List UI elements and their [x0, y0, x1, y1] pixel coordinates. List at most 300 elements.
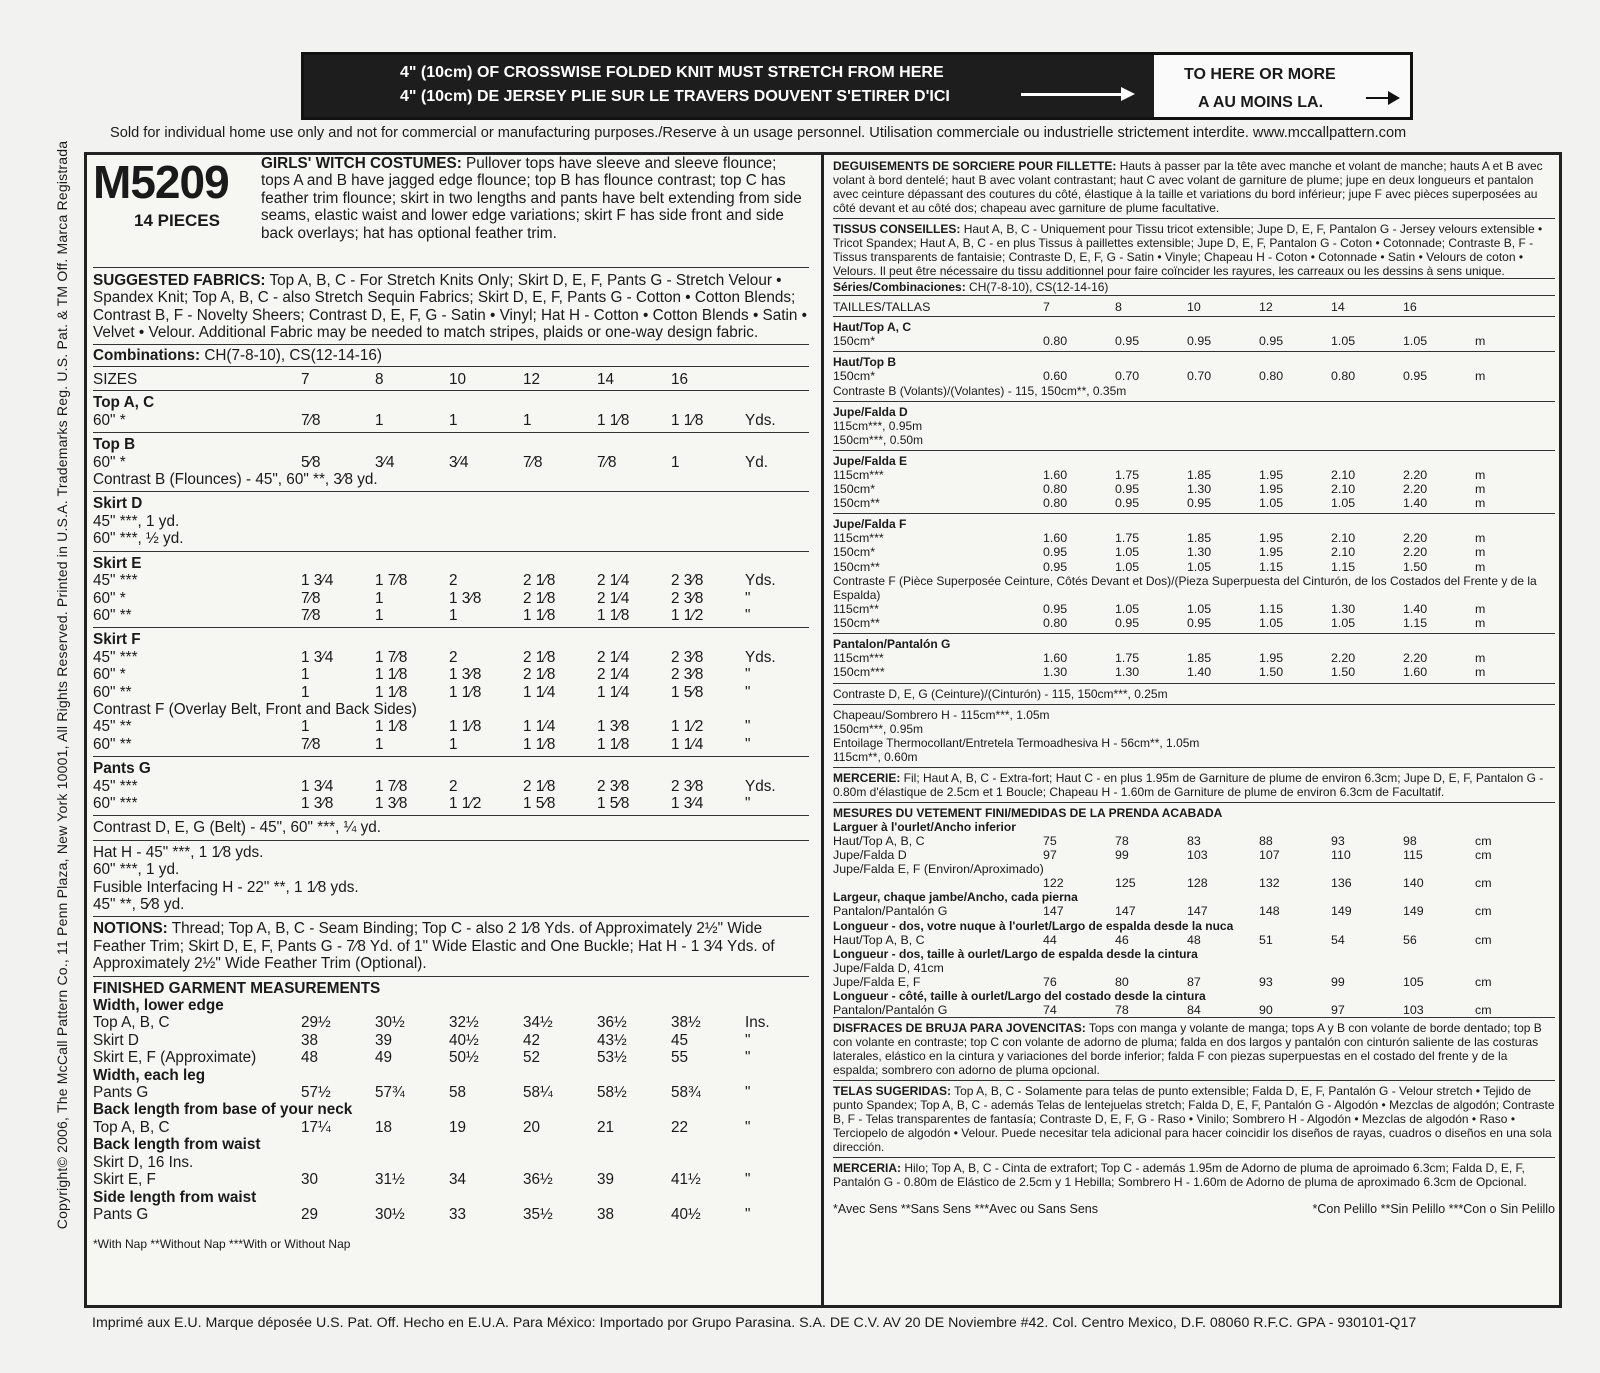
cell-value: 2 3⁄8	[671, 589, 704, 607]
row-label: Top A, B, C	[93, 1118, 170, 1136]
stretch-to-fr: A AU MOINS LA.	[1198, 94, 1324, 111]
cell-value: 1 1⁄2	[671, 606, 704, 624]
unit: Yds.	[745, 648, 776, 666]
series-text: CH(7-8-10), CS(12-14-16)	[965, 280, 1109, 294]
cell-value: 1.95	[1259, 651, 1284, 666]
cell-value: 48	[301, 1049, 319, 1067]
measure-heading: Longueur - côté, taille à ourlet/Largo del costado desde la cintura	[833, 989, 1206, 1004]
sizes-row	[93, 367, 809, 390]
cell-value: 0.80	[1331, 369, 1356, 384]
row-label: 150cm**	[833, 496, 880, 511]
cell-value: 1 3⁄8	[375, 794, 408, 812]
size-header: 16	[671, 371, 689, 389]
fr-description	[833, 155, 1555, 215]
tissus-text: Haut A, B, C - Uniquement pour Tissu tricot extensible; Jupe D, E, F, Pantalon G - Jersey velours extensible • Tricot Spandex; Haut A, B, C - en plus Tissus à paillettes extensible; Jupe D, E, F, Pantalon G - Coton • Cotonnade; Contraste B, F - Tissus transparents de fantaisie; Contraste D, E, F, G - Satin • Vinyle; Chapeau H - Coton • Cotonnade • Satin • Velours de coton • Velours. Il peut être nécessaire du tissu additionnel pour faire coïncider les rayures, les carreaux ou les dessins à sens unique.	[833, 222, 1543, 278]
cell-value: 2.20	[1403, 545, 1428, 560]
mercerie-title: MERCERIE:	[833, 770, 901, 785]
cell-value: 46	[1115, 932, 1129, 947]
measure-heading: Longueur - dos, votre nuque à l'ourlet/Largo de espalda desde la nuca	[833, 918, 1234, 933]
tissus-conseilles	[833, 219, 1555, 278]
cell-value: 1 1⁄8	[375, 683, 408, 701]
cell-value: 1 3⁄4	[301, 777, 334, 795]
cell-value: 103	[1403, 1003, 1424, 1018]
cell-value: 1 1⁄2	[449, 794, 482, 812]
chapeau	[833, 705, 1555, 767]
cell-value: 30½	[375, 1205, 405, 1223]
metric-group	[833, 514, 1555, 633]
cell-value: 36½	[523, 1171, 553, 1189]
unit: m	[1475, 496, 1486, 511]
stretch-en: 4" (10cm) OF CROSSWISE FOLDED KNIT MUST STRETCH FROM HERE	[400, 64, 944, 81]
cell-value: 99	[1115, 847, 1129, 862]
cell-value: 78	[1115, 833, 1129, 848]
usage-notice: Sold for individual home use only and not for commercial or manufacturing purposes./Reserve à un usage personnel. Utilisation commerciale ou industrielle strictement interdite. www.mccallpattern.com	[110, 125, 1407, 141]
unit: m	[1475, 665, 1486, 680]
table-row	[833, 545, 1555, 559]
table-row	[93, 590, 809, 607]
combinations	[93, 345, 809, 366]
cell-value: 1 1⁄8	[449, 718, 482, 736]
size-header: 10	[1187, 300, 1201, 314]
cell-value: 1 1⁄8	[671, 411, 704, 429]
cell-value: 1 1⁄8	[449, 683, 482, 701]
telas	[833, 1081, 1555, 1157]
row-label: 115cm***	[833, 467, 884, 482]
cell-value: 1.30	[1187, 481, 1212, 496]
cell-value: 74	[1043, 1003, 1057, 1018]
row-label: Haut/Top A, B, C	[833, 833, 925, 848]
cell-value: 1.95	[1259, 467, 1284, 482]
size-header: 12	[1259, 300, 1273, 314]
table-row	[833, 334, 1555, 348]
description	[261, 155, 809, 267]
cell-value: 93	[1259, 975, 1273, 990]
cell-value: 1	[375, 411, 384, 429]
cell-value: 1.50	[1259, 665, 1284, 680]
table-row	[93, 454, 809, 471]
mercerie	[833, 768, 1555, 802]
cell-value: 0.70	[1115, 369, 1140, 384]
cell-value: 1 1⁄4	[523, 718, 556, 736]
cell-value: 1	[375, 735, 384, 753]
pattern-number: M5209	[93, 156, 229, 208]
cell-value: 17¼	[301, 1118, 331, 1136]
cell-value: 2.10	[1331, 481, 1356, 496]
yardage-group	[93, 628, 809, 756]
group-title: Haut/Top A, C	[833, 320, 911, 335]
cell-value: 0.80	[1259, 369, 1284, 384]
hat-line: Hat H - 45" ***, 1 1⁄8 yds.	[93, 843, 264, 861]
table-row	[833, 848, 1555, 862]
cell-value: 1 1⁄8	[523, 606, 556, 624]
cell-value: 149	[1331, 904, 1352, 919]
group-title: Top A, C	[93, 394, 155, 412]
cell-value: 51	[1259, 932, 1273, 947]
cell-value: 32½	[449, 1014, 479, 1032]
copyright-text: Copyright© 2006, The McCall Pattern Co., 11 Penn Plaza, New York 10001, All Rights Reserved. Printed in U.S.A. Trademarks Reg. U.S. Pat. & TM Off. Marca Registrada	[54, 140, 71, 1230]
cell-value: 0.95	[1259, 334, 1284, 349]
cell-value: 5⁄8	[301, 453, 321, 471]
table-row	[93, 412, 809, 429]
cell-value: 0.95	[1187, 496, 1212, 511]
cell-value: 1 1⁄4	[523, 683, 556, 701]
cell-value: 19	[449, 1118, 467, 1136]
stretch-fr: 4" (10cm) DE JERSEY PLIE SUR LE TRAVERS DOUVENT S'ETIRER D'ICI	[400, 88, 950, 105]
cell-value: 1.15	[1403, 616, 1428, 631]
cell-value: 76	[1043, 975, 1057, 990]
cell-value: 0.80	[1043, 481, 1068, 496]
cell-value: 84	[1187, 1003, 1201, 1018]
cell-value: 7⁄8	[301, 589, 321, 607]
group-title: Jupe/Falda E	[833, 453, 908, 468]
row-label: 150cm*	[833, 369, 876, 384]
metric-group	[833, 317, 1555, 351]
size-header: 16	[1403, 300, 1417, 314]
cell-value: 1.05	[1187, 559, 1212, 574]
cell-value: 1 7⁄8	[375, 572, 408, 590]
contrast-deg: Contrast D, E, G (Belt) - 45", 60" ***, ¼ yd.	[93, 819, 382, 837]
hat-yardage	[93, 841, 809, 917]
measure-heading: Largeur, chaque jambe/Ancho, cada pierna	[833, 890, 1078, 905]
arrow-right-icon	[1366, 97, 1396, 99]
finished-measurements	[93, 977, 809, 1252]
cell-value: 1.50	[1403, 559, 1428, 574]
description-text: Pullover tops have sleeve and sleeve flounce; tops A and B have jagged edge flounce; top B has flounce contrast; top C has feather trim flounce; skirt in two lengths and pants have belt extending from side seams, elastic waist and lower edge variations; skirt F has side front and side back overlays; hat has optional feather trim.	[261, 155, 802, 242]
table-row	[833, 1003, 1555, 1017]
unit: Ins.	[745, 1014, 770, 1032]
table-row	[93, 1206, 809, 1223]
cell-value: 42	[523, 1031, 541, 1049]
merceria-title: MERCERIA:	[833, 1161, 901, 1176]
cell-value: 1.05	[1115, 559, 1140, 574]
unit: m	[1475, 545, 1486, 560]
cell-value: 2.20	[1403, 467, 1428, 482]
cell-value: 2 1⁄8	[523, 666, 556, 684]
hat-line: Fusible Interfacing H - 22" **, 1 1⁄8 yds.	[93, 878, 359, 896]
cell-value: 1	[671, 453, 680, 471]
unit: m	[1475, 334, 1486, 349]
column-divider	[821, 155, 824, 1305]
cell-value: 125	[1115, 876, 1136, 891]
combinations-text: CH(7-8-10), CS(12-14-16)	[200, 346, 382, 364]
cell-value: 7⁄8	[301, 411, 321, 429]
unit: m	[1475, 531, 1486, 546]
unit: cm	[1475, 1003, 1492, 1018]
unit: "	[745, 1171, 751, 1189]
cell-value: 1.40	[1403, 496, 1428, 511]
copyright-sidebar	[44, 30, 80, 1340]
size-header: 7	[301, 371, 310, 389]
cell-value: 3⁄4	[449, 453, 469, 471]
cell-value: 0.95	[1187, 616, 1212, 631]
cell-value: 1 1⁄4	[597, 683, 630, 701]
cell-value: 1 1⁄8	[375, 718, 408, 736]
row-label: 45" ***	[93, 572, 138, 590]
row-label: Jupe/Falda E, F	[833, 975, 921, 990]
unit: cm	[1475, 833, 1492, 848]
row-label: 150cm***	[833, 665, 885, 680]
cell-value: 88	[1259, 833, 1273, 848]
measure-heading: Larguer à l'ourlet/Ancho inferior	[833, 819, 1016, 834]
nap-legend-fr-es	[833, 1202, 1555, 1216]
cell-value: 1.40	[1403, 601, 1428, 616]
cell-value: 1.05	[1331, 334, 1356, 349]
cell-value: 1	[301, 718, 310, 736]
cell-value: 83	[1187, 833, 1201, 848]
cell-value: 1.30	[1115, 665, 1140, 680]
cell-value: 93	[1331, 833, 1345, 848]
cell-value: 2 1⁄4	[597, 572, 630, 590]
cell-value: 1.95	[1259, 531, 1284, 546]
fr-title: DEGUISEMENTS DE SORCIERE POUR FILLETTE:	[833, 159, 1117, 173]
table-row	[833, 862, 1555, 876]
unit: Yds.	[745, 777, 776, 795]
row-label: Skirt D, 16 Ins.	[93, 1153, 194, 1171]
unit: "	[745, 666, 751, 684]
table-row	[833, 834, 1555, 848]
translation-column	[833, 155, 1555, 1305]
cell-value: 1 1⁄8	[597, 735, 630, 753]
cell-value: 1.60	[1043, 467, 1068, 482]
row-label: 150cm*	[833, 545, 876, 560]
cell-value: 2 1⁄8	[523, 777, 556, 795]
unit: cm	[1475, 975, 1492, 990]
measure-heading: Width, lower edge	[93, 997, 224, 1015]
chapeau-line: 115cm**, 0.60m	[833, 749, 918, 764]
cell-value: 2 3⁄8	[671, 666, 704, 684]
merceria-text: Hilo; Top A, B, C - Cinta de extrafort; Top C - además 1.95m de Adorno de pluma de aproimado 6.3cm; Falda D, E, F, Pantalón G - 0.80m de Elástico de 2.5cm y 1 Hebilla; Sombrero H - 1.60m de Adorno de pluma de aproximado 6.3cm de Opcional.	[833, 1161, 1527, 1190]
cell-value: 2 1⁄4	[597, 589, 630, 607]
es-description	[833, 1018, 1555, 1080]
cell-value: 1.05	[1331, 496, 1356, 511]
unit: cm	[1475, 932, 1492, 947]
yardage-group	[93, 391, 809, 432]
chapeau-line: Chapeau/Sombrero H - 115cm***, 1.05m	[833, 707, 1050, 722]
row-label: 60" *	[93, 453, 126, 471]
unit: "	[745, 1084, 751, 1102]
cell-value: 1 3⁄8	[597, 718, 630, 736]
cell-value: 1 1⁄8	[597, 606, 630, 624]
table-row	[833, 560, 1555, 574]
telas-text: Top A, B, C - Solamente para telas de punto extensible; Falda D, E, F, Pantalón G - Velour stretch • Tejido de punto Spandex; Top A, B, C - además Telas de lentejuelas stretch; Falda D, E, F, Pantalón G - Algodón • Mezclas de algodón; Contraste B, F - Telas transparentes de fantasía; Contraste D, E, F, G - Raso • Vinilo; Sombrero H - Algodón • Mezclas de algodón • Raso • Terciopelo de algodón • Velour. Puede necesitar tela adicional para hacer coincidir los diseños de rayas, cuadros o diseños en una sola dirección.	[833, 1084, 1555, 1155]
fabrics-title: SUGGESTED FABRICS:	[93, 272, 266, 289]
cell-value: 149	[1403, 904, 1424, 919]
row-label: Skirt E, F (Approximate)	[93, 1049, 257, 1067]
row-label: 150cm*	[833, 481, 876, 496]
cell-value: 0.80	[1043, 496, 1068, 511]
table-row	[93, 1171, 809, 1188]
cell-value: 1 1⁄8	[523, 735, 556, 753]
yardage-group	[93, 552, 809, 628]
row-label: Jupe/Falda E, F (Environ/Aproximado)	[833, 862, 1044, 877]
table-row	[833, 602, 1555, 616]
cell-value: 1 1⁄2	[671, 718, 704, 736]
row-label: 150cm**	[833, 559, 880, 574]
table-row	[93, 1084, 809, 1101]
cell-value: 1	[375, 589, 384, 607]
row-label: Pantalon/Pantalón G	[833, 904, 948, 919]
cell-value: 2 3⁄8	[671, 777, 704, 795]
row-label: Pants G	[93, 1205, 149, 1223]
cell-value: 52	[523, 1049, 541, 1067]
group-extra: Contraste B (Volants)/(Volantes) - 115, 150cm**, 0.35m	[833, 383, 1127, 398]
cell-value: 3⁄4	[375, 453, 395, 471]
series-title: Séries/Combinaciones:	[833, 280, 966, 294]
cell-value: 2 3⁄8	[597, 777, 630, 795]
table-row	[833, 876, 1555, 890]
cell-value: 0.95	[1043, 545, 1068, 560]
row-label: 45" ***	[93, 777, 138, 795]
cell-value: 105	[1403, 975, 1424, 990]
metric-group	[833, 634, 1555, 682]
tailles-row	[833, 296, 1555, 316]
size-header: 12	[523, 371, 541, 389]
combinations-title: Combinations:	[93, 346, 201, 364]
cell-value: 1.05	[1115, 545, 1140, 560]
yardage-group	[93, 433, 809, 491]
fabrics-text: Top A, B, C - For Stretch Knits Only; Skirt D, E, F, Pants G - Stretch Velour • Spandex Knit; Top A, B, C - also Stretch Sequin Fabrics; Skirt D, E, F, Pants G - Cotton • Cotton Blends; Contrast B, F - Novelty Sheers; Contrast D, E, F, G - Satin • Vinyl; Hat H - Cotton • Cotton Blends • Satin • Velvet • Velour. Additional Fabric may be needed to match stripes, plaids or one-way design fabric.	[93, 272, 808, 342]
unit: cm	[1475, 876, 1492, 891]
unit: Yds.	[745, 411, 776, 429]
cell-value: 39	[375, 1031, 393, 1049]
cell-value: 2 3⁄8	[671, 572, 704, 590]
table-row	[93, 1014, 809, 1031]
cell-value: 38½	[671, 1014, 701, 1032]
tissus-title: TISSUS CONSEILLES:	[833, 222, 961, 236]
cell-value: 1.85	[1187, 531, 1212, 546]
cell-value: 55	[671, 1049, 689, 1067]
cell-value: 147	[1115, 904, 1136, 919]
table-row	[93, 718, 809, 735]
table-row	[833, 665, 1555, 679]
notions	[93, 917, 809, 975]
table-row	[93, 1049, 809, 1066]
cell-value: 1 7⁄8	[375, 648, 408, 666]
cell-value: 0.70	[1187, 369, 1212, 384]
cell-value: 0.80	[1043, 334, 1068, 349]
cell-value: 90	[1259, 1003, 1273, 1018]
cell-value: 1 3⁄8	[449, 589, 482, 607]
cell-value: 2 1⁄8	[523, 589, 556, 607]
fgm-title: FINISHED GARMENT MEASUREMENTS	[93, 979, 381, 997]
cell-value: 78	[1115, 1003, 1129, 1018]
cell-value: 36½	[597, 1014, 627, 1032]
measure-heading: Side length from waist	[93, 1188, 257, 1206]
series	[833, 279, 1555, 295]
cell-value: 1.95	[1259, 481, 1284, 496]
cell-value: 40½	[449, 1031, 479, 1049]
cell-value: 45	[671, 1031, 689, 1049]
table-row	[93, 795, 809, 812]
cell-value: 2	[449, 648, 458, 666]
cell-value: 1.05	[1259, 616, 1284, 631]
table-row	[93, 666, 809, 683]
cell-value: 1.15	[1331, 559, 1356, 574]
group-title: Jupe/Falda F	[833, 517, 907, 532]
cell-value: 136	[1331, 876, 1352, 891]
unit: cm	[1475, 904, 1492, 919]
stretch-gauge	[301, 52, 1413, 120]
row-label: 60" *	[93, 411, 126, 429]
cell-value: 1	[523, 411, 532, 429]
stretch-from	[304, 55, 1154, 117]
cell-value: 58¼	[523, 1084, 553, 1102]
size-header: 14	[597, 371, 615, 389]
cell-value: 35½	[523, 1205, 553, 1223]
row-label: 150cm*	[833, 334, 876, 349]
yardage-group	[93, 757, 809, 815]
cell-value: 1.75	[1115, 467, 1140, 482]
cell-value: 0.95	[1115, 481, 1140, 496]
cell-value: 7⁄8	[597, 453, 617, 471]
cell-value: 20	[523, 1118, 541, 1136]
group-title: Skirt D	[93, 495, 143, 513]
row-label: 60" **	[93, 683, 132, 701]
cell-value: 2	[449, 777, 458, 795]
cell-value: 33	[449, 1205, 467, 1223]
unit: Yd.	[745, 453, 768, 471]
cell-value: 58	[449, 1084, 467, 1102]
group-title: Jupe/Falda D	[833, 404, 908, 419]
row-label: Haut/Top A, B, C	[833, 932, 925, 947]
unit: cm	[1475, 847, 1492, 862]
es-title: DISFRACES DE BRUJA PARA JOVENCITAS:	[833, 1021, 1086, 1036]
measure-heading: Back length from base of your neck	[93, 1101, 353, 1119]
size-header: 7	[1043, 300, 1050, 314]
cell-value: 38	[597, 1205, 615, 1223]
group-extra: Contrast B (Flounces) - 45", 60" **, 3⁄8 yd.	[93, 471, 378, 489]
group-line: 45" ***, 1 yd.	[93, 512, 180, 530]
table-row	[833, 933, 1555, 947]
unit: m	[1475, 467, 1486, 482]
size-header: 8	[375, 371, 384, 389]
metric-group	[833, 352, 1555, 400]
cell-value: 57½	[301, 1084, 331, 1102]
cell-value: 22	[671, 1118, 689, 1136]
cell-value: 58¾	[671, 1084, 701, 1102]
size-header: 14	[1331, 300, 1345, 314]
row-label: 115cm***	[833, 651, 884, 666]
group-line: 150cm***, 0.50m	[833, 432, 924, 447]
table-row	[93, 1032, 809, 1049]
cell-value: 1 3⁄4	[301, 572, 334, 590]
cell-value: 1.30	[1331, 601, 1356, 616]
cell-value: 148	[1259, 904, 1280, 919]
cell-value: 1 1⁄8	[597, 411, 630, 429]
cell-value: 2.10	[1331, 531, 1356, 546]
yardage-group	[93, 492, 809, 550]
cell-value: 1	[449, 606, 458, 624]
cell-value: 122	[1043, 876, 1064, 891]
cell-value: 34	[449, 1171, 467, 1189]
group-title: Skirt F	[93, 631, 141, 649]
cell-value: 38	[301, 1031, 319, 1049]
cell-value: 1 1⁄8	[375, 666, 408, 684]
table-row	[833, 369, 1555, 383]
cell-value: 31½	[375, 1171, 405, 1189]
cell-value: 1.30	[1043, 665, 1068, 680]
row-label: 60" *	[93, 666, 126, 684]
row-label: 60" *	[93, 589, 126, 607]
cell-value: 34½	[523, 1014, 553, 1032]
yardage-table	[93, 367, 809, 1251]
chapeau-line: 150cm***, 0.95m	[833, 721, 924, 736]
cell-value: 1 3⁄4	[671, 794, 704, 812]
unit: m	[1475, 616, 1486, 631]
cell-value: 1 5⁄8	[597, 794, 630, 812]
cell-value: 147	[1187, 904, 1208, 919]
cell-value: 97	[1043, 847, 1057, 862]
